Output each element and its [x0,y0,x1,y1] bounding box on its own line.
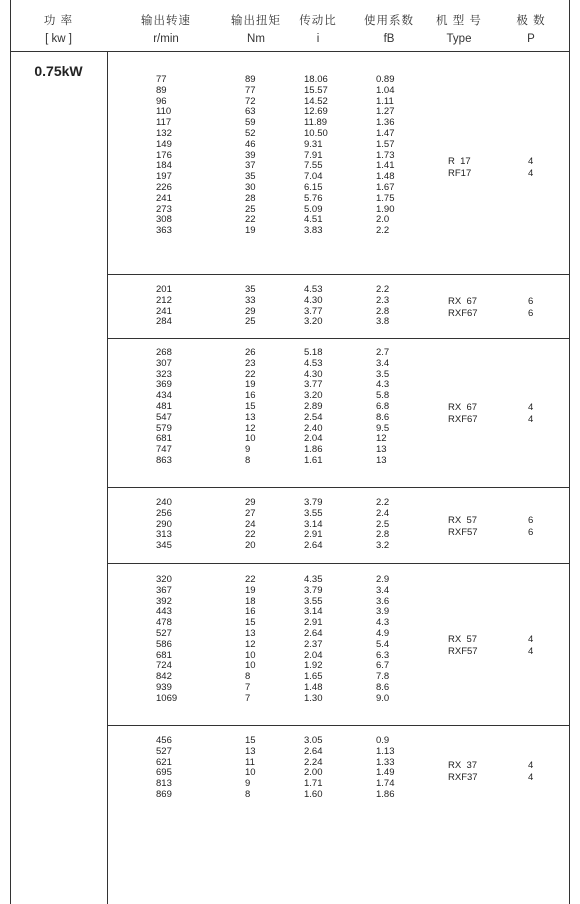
header-factor-unit: fB [383,33,395,45]
pole-count: 4 [528,168,534,179]
header-factor-label: 使用系数 [364,15,414,27]
service-factor-cell: 0.9 [376,735,390,746]
service-factor-cell: 9.0 [376,692,390,704]
output-torque-cell: 19 [245,379,256,391]
pole-count: 6 [528,308,534,319]
output-torque-cell: 27 [245,507,256,519]
output-torque-cell: 15 [245,401,256,412]
output-torque-cell: 59 [245,117,256,129]
ratio-cell: 3.20 [304,390,323,402]
output-speed-cell: 863 [156,455,172,466]
service-factor-cell: 3.9 [376,606,390,618]
output-torque-cell: 20 [245,540,256,552]
service-factor-cell: 1.48 [376,171,395,183]
output-speed-cell: 842 [156,671,172,683]
output-speed-cell: 681 [156,649,172,661]
ratio-cell: 4.53 [304,357,323,369]
model-type: RX 57 [448,515,478,526]
output-speed-cell: 212 [156,294,172,306]
model-type: RXF57 [448,527,478,538]
output-torque-cell: 22 [245,368,256,380]
service-factor-cell: 8.6 [376,411,390,423]
output-speed-cell: 481 [156,401,172,412]
service-factor-cell: 1.75 [376,192,395,204]
ratio-cell: 3.77 [304,305,323,317]
service-factor-cell: 13 [376,455,387,466]
output-speed-cell: 813 [156,778,172,790]
pole-count: 4 [528,156,534,167]
service-factor-cell: 6.3 [376,649,390,661]
ratio-cell: 1.30 [304,692,323,704]
output-speed-cell: 434 [156,390,172,402]
output-speed-cell: 586 [156,638,172,650]
output-torque-cell: 37 [245,160,256,172]
ratio-cell: 6.15 [304,182,323,193]
pole-count: 4 [528,402,534,413]
ratio-cell: 5.09 [304,203,323,215]
service-factor-cell: 12 [376,433,387,445]
service-factor-cell: 1.33 [376,756,395,768]
service-factor-cell: 8.6 [376,682,390,693]
output-speed-cell: 579 [156,422,172,434]
output-speed-cell: 110 [156,106,172,118]
ratio-cell: 14.52 [304,95,328,107]
output-torque-cell: 35 [245,171,256,183]
ratio-cell: 12.69 [304,106,328,118]
service-factor-cell: 1.57 [376,138,395,150]
service-factor-cell: 1.04 [376,84,395,96]
output-torque-cell: 72 [245,95,256,107]
output-torque-cell: 13 [245,411,256,423]
pole-count: 4 [528,760,534,771]
ratio-cell: 2.91 [304,617,323,629]
ratio-cell: 15.57 [304,84,328,96]
output-torque-cell: 7 [245,682,251,693]
output-torque-cell: 10 [245,433,256,445]
power-value: 0.75kW [34,63,83,79]
output-speed-cell: 256 [156,507,172,519]
output-torque-cell: 25 [245,316,256,328]
ratio-cell: 2.04 [304,649,323,661]
output-torque-cell: 23 [245,357,256,369]
header-type-label: 机 型 号 [436,15,482,27]
output-speed-cell: 241 [156,192,172,204]
ratio-cell: 3.55 [304,595,323,607]
service-factor-cell: 4.3 [376,617,390,629]
ratio-cell: 4.30 [304,294,323,306]
ratio-cell: 4.30 [304,368,323,380]
header-poles-unit: P [527,33,535,45]
output-torque-cell: 8 [245,789,251,800]
ratio-cell: 2.91 [304,529,323,541]
model-type: RXF67 [448,414,478,425]
ratio-cell: 3.83 [304,225,323,237]
service-factor-cell: 1.90 [376,203,395,215]
service-factor-cell: 2.2 [376,284,390,295]
service-factor-cell: 4.3 [376,379,390,391]
output-speed-cell: 184 [156,160,172,172]
ratio-cell: 2.40 [304,422,323,434]
service-factor-cell: 1.47 [376,128,395,139]
service-factor-cell: 5.4 [376,638,390,650]
header-type-unit: Type [446,33,472,45]
service-factor-cell: 2.7 [376,347,390,358]
output-speed-cell: 273 [156,203,172,215]
output-speed-cell: 307 [156,357,172,369]
ratio-cell: 3.55 [304,507,323,519]
output-torque-cell: 15 [245,617,256,629]
ratio-cell: 1.71 [304,778,323,790]
ratio-cell: 4.53 [304,284,323,295]
output-torque-cell: 8 [245,671,251,683]
output-speed-cell: 132 [156,128,172,139]
output-torque-cell: 16 [245,606,256,618]
model-type: RXF37 [448,772,478,783]
service-factor-cell: 1.86 [376,789,395,800]
model-type: RXF67 [448,308,478,319]
ratio-cell: 7.04 [304,171,323,183]
pole-count: 6 [528,296,534,307]
output-speed-cell: 241 [156,305,172,317]
model-type: R 17 [448,156,471,167]
ratio-cell: 2.64 [304,628,323,639]
group-divider [108,725,570,726]
output-speed-cell: 478 [156,617,172,629]
output-speed-cell: 117 [156,117,172,129]
model-type: RF17 [448,168,472,179]
output-speed-cell: 320 [156,574,172,585]
output-torque-cell: 18 [245,595,256,607]
service-factor-cell: 0.89 [376,74,395,85]
output-speed-cell: 621 [156,756,172,768]
motor-group [108,0,570,904]
header-torque-unit: Nm [247,33,265,45]
service-factor-cell: 5.8 [376,390,390,402]
output-torque-cell: 8 [245,455,251,466]
model-type: RX 67 [448,402,478,413]
output-speed-cell: 547 [156,411,172,423]
ratio-cell: 7.91 [304,149,323,161]
output-speed-cell: 456 [156,735,172,746]
service-factor-cell: 2.4 [376,507,390,519]
output-torque-cell: 9 [245,778,251,790]
ratio-cell: 5.18 [304,347,323,358]
service-factor-cell: 1.11 [376,95,394,107]
service-factor-cell: 1.41 [376,160,395,172]
output-torque-cell: 63 [245,106,256,118]
ratio-cell: 4.35 [304,574,323,585]
output-speed-cell: 747 [156,444,172,456]
ratio-cell: 2.00 [304,767,323,779]
output-torque-cell: 29 [245,305,256,317]
output-speed-cell: 226 [156,182,172,193]
ratio-cell: 3.14 [304,518,323,530]
service-factor-cell: 2.9 [376,574,390,585]
output-torque-cell: 10 [245,649,256,661]
service-factor-cell: 1.73 [376,149,395,161]
output-speed-cell: 323 [156,368,172,380]
output-torque-cell: 11 [245,756,255,768]
service-factor-cell: 3.4 [376,357,390,369]
header-power-unit: [ kw ] [45,33,72,45]
output-torque-cell: 22 [245,574,256,585]
ratio-cell: 11.89 [304,117,328,129]
output-speed-cell: 268 [156,347,172,358]
ratio-cell: 3.79 [304,497,323,508]
ratio-cell: 9.31 [304,138,323,150]
output-torque-cell: 29 [245,497,256,508]
service-factor-cell: 2.0 [376,214,390,226]
output-speed-cell: 527 [156,745,172,757]
model-type: RX 57 [448,634,478,645]
service-factor-cell: 6.7 [376,660,390,672]
output-speed-cell: 363 [156,225,172,237]
output-torque-cell: 13 [245,745,256,757]
pole-count: 4 [528,414,534,425]
output-torque-cell: 30 [245,182,256,193]
ratio-cell: 3.20 [304,316,323,328]
output-torque-cell: 52 [245,128,256,139]
output-torque-cell: 12 [245,422,256,434]
service-factor-cell: 1.49 [376,767,395,779]
ratio-cell: 4.51 [304,214,323,226]
output-torque-cell: 89 [245,74,256,85]
ratio-cell: 2.04 [304,433,323,445]
service-factor-cell: 6.8 [376,401,390,412]
output-torque-cell: 10 [245,660,256,672]
header-power [10,12,107,48]
ratio-cell: 1.48 [304,682,323,693]
ratio-cell: 2.89 [304,401,323,412]
pole-count: 4 [528,634,534,645]
output-speed-cell: 240 [156,497,172,508]
output-speed-cell: 345 [156,540,172,552]
output-speed-cell: 681 [156,433,172,445]
output-speed-cell: 308 [156,214,172,226]
output-torque-cell: 9 [245,444,251,456]
pole-count: 6 [528,515,534,526]
output-torque-cell: 7 [245,692,251,704]
header-ratio-label: 传动比 [299,15,337,27]
header-ratio-unit: i [316,33,320,45]
output-speed-cell: 290 [156,518,172,530]
service-factor-cell: 1.67 [376,182,395,193]
ratio-cell: 2.64 [304,540,323,552]
output-torque-cell: 25 [245,203,256,215]
output-speed-cell: 939 [156,682,172,693]
output-torque-cell: 24 [245,518,256,530]
output-torque-cell: 46 [245,138,256,150]
ratio-cell: 2.37 [304,638,323,650]
output-speed-cell: 284 [156,316,172,328]
ratio-cell: 1.65 [304,671,323,683]
model-type: RX 67 [448,296,478,307]
service-factor-cell: 3.8 [376,316,390,328]
service-factor-cell: 2.5 [376,518,390,530]
output-speed-cell: 1069 [156,692,178,704]
output-speed-cell: 527 [156,628,172,639]
output-torque-cell: 13 [245,628,256,639]
output-torque-cell: 33 [245,294,256,306]
service-factor-cell: 9.5 [376,422,390,434]
header-speed-label: 输出转速 [141,15,191,27]
output-speed-cell: 392 [156,595,172,607]
output-torque-cell: 35 [245,284,256,295]
ratio-cell: 3.77 [304,379,323,391]
service-factor-cell: 1.13 [376,745,395,757]
output-speed-cell: 695 [156,767,172,779]
output-speed-cell: 443 [156,606,172,618]
ratio-cell: 5.76 [304,192,323,204]
ratio-cell: 2.54 [304,411,323,423]
service-factor-cell: 2.2 [376,497,390,508]
service-factor-cell: 4.9 [376,628,390,639]
output-speed-cell: 724 [156,660,172,672]
output-torque-cell: 22 [245,214,256,226]
pole-count: 4 [528,646,534,657]
output-speed-cell: 89 [156,84,167,96]
pole-count: 4 [528,772,534,783]
output-speed-cell: 96 [156,95,167,107]
ratio-cell: 10.50 [304,128,328,139]
ratio-cell: 1.60 [304,789,323,800]
output-speed-cell: 149 [156,138,172,150]
ratio-cell: 1.92 [304,660,323,672]
service-factor-cell: 3.4 [376,584,390,596]
header-speed-unit: r/min [153,33,179,45]
ratio-cell: 1.61 [304,455,323,466]
output-torque-cell: 22 [245,529,256,541]
output-speed-cell: 201 [156,284,172,295]
service-factor-cell: 2.2 [376,225,390,237]
output-torque-cell: 12 [245,638,256,650]
output-speed-cell: 869 [156,789,172,800]
service-factor-cell: 3.5 [376,368,390,380]
output-speed-cell: 176 [156,149,172,161]
service-factor-cell: 2.3 [376,294,390,306]
output-speed-cell: 313 [156,529,172,541]
pole-count: 6 [528,527,534,538]
service-factor-cell: 13 [376,444,387,456]
service-factor-cell: 3.2 [376,540,390,552]
model-type: RXF57 [448,646,478,657]
output-torque-cell: 16 [245,390,256,402]
header-power-label: 功 率 [43,15,74,27]
ratio-cell: 3.14 [304,606,323,618]
service-factor-cell: 1.36 [376,117,395,129]
output-torque-cell: 28 [245,192,256,204]
output-torque-cell: 10 [245,767,256,779]
service-factor-cell: 7.8 [376,671,390,683]
service-factor-cell: 3.6 [376,595,390,607]
output-torque-cell: 39 [245,149,256,161]
ratio-cell: 2.24 [304,756,323,768]
service-factor-cell: 2.8 [376,529,390,541]
ratio-cell: 7.55 [304,160,323,172]
header-poles-label: 极 数 [516,15,546,27]
output-torque-cell: 19 [245,225,256,237]
output-torque-cell: 26 [245,347,256,358]
model-type: RX 37 [448,760,478,771]
output-torque-cell: 19 [245,584,256,596]
output-speed-cell: 77 [156,74,167,85]
ratio-cell: 1.86 [304,444,323,456]
ratio-cell: 3.79 [304,584,323,596]
ratio-cell: 18.06 [304,74,328,85]
output-torque-cell: 15 [245,735,256,746]
service-factor-cell: 1.74 [376,778,395,790]
output-speed-cell: 367 [156,584,172,596]
output-torque-cell: 77 [245,84,256,96]
service-factor-cell: 1.27 [376,106,395,118]
output-speed-cell: 369 [156,379,172,391]
header-torque-label: 输出扭矩 [231,15,281,27]
service-factor-cell: 2.8 [376,305,390,317]
ratio-cell: 2.64 [304,745,323,757]
ratio-cell: 3.05 [304,735,323,746]
output-speed-cell: 197 [156,171,172,183]
